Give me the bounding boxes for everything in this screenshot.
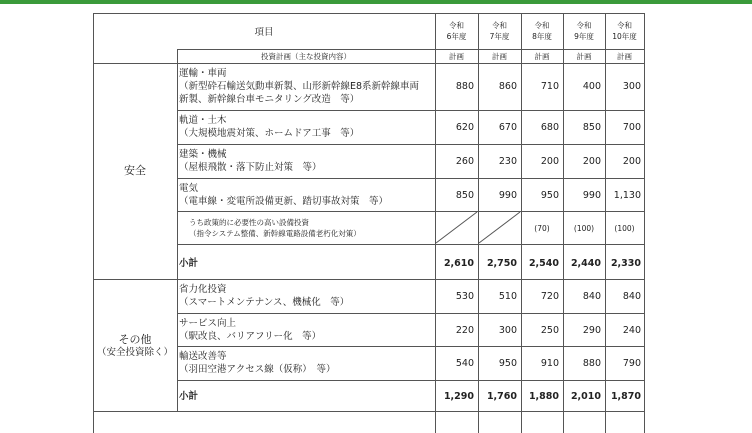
investment-plan-table xyxy=(93,13,645,433)
value-cell: 200 xyxy=(540,156,559,167)
row-label-track-civil: 軌道・土木 （大規模地震対策、ホームドア工事 等） xyxy=(179,115,360,139)
value-cell: 710 xyxy=(540,81,559,92)
grid-line xyxy=(177,110,645,111)
value-cell: 540 xyxy=(455,358,474,369)
value-cell: 990 xyxy=(582,190,601,201)
grid-line xyxy=(177,211,645,212)
value-cell: 200 xyxy=(622,156,641,167)
row-label-electrical: 電気 （電車線・変電所設備更新、踏切事故対策 等） xyxy=(179,183,389,207)
value-cell: 950 xyxy=(540,190,559,201)
grid-line xyxy=(177,313,645,314)
year-header-r8: 令和 8年度 xyxy=(532,21,552,41)
value-cell: 850 xyxy=(582,122,601,133)
value-cell: 200 xyxy=(582,156,601,167)
value-cell: 220 xyxy=(455,325,474,336)
plan-label: 計画 xyxy=(617,52,632,61)
group-label-other: その他 （安全投資除く） xyxy=(96,333,173,358)
value-cell: 880 xyxy=(455,81,474,92)
year-header-r9: 令和 9年度 xyxy=(574,21,594,41)
plan-label: 計画 xyxy=(534,52,550,61)
row-label-transport-improvement: 輸送改善等 （羽田空港アクセス線（仮称） 等） xyxy=(179,351,336,375)
value-cell: 680 xyxy=(540,122,559,133)
plan-label: 計画 xyxy=(576,52,592,61)
row-label-service-improvement: サービス向上 （駅改良、バリアフリー化 等） xyxy=(179,318,322,342)
empty-cell-diagonals xyxy=(435,211,521,244)
value-cell: 720 xyxy=(540,291,559,302)
subtotal-label-other: 小計 xyxy=(179,391,199,402)
subtotal-cell: 1,290 xyxy=(443,391,474,402)
value-cell: 910 xyxy=(540,358,559,369)
subtotal-cell: 2,610 xyxy=(443,258,474,269)
value-cell: (100) xyxy=(573,224,595,233)
value-cell: 840 xyxy=(582,291,601,302)
subtotal-label-safety: 小計 xyxy=(179,258,199,269)
value-cell: 260 xyxy=(455,156,474,167)
year-header-r7: 令和 7年度 xyxy=(489,21,510,41)
row-label-building-machinery: 建築・機械 （屋根飛散・落下防止対策 等） xyxy=(179,149,322,173)
subtotal-cell: 1,880 xyxy=(528,391,559,402)
grid-line xyxy=(177,244,645,245)
row-label-transport-vehicles: 運輸・車両 （新型砕石輸送気動車新製、山形新幹線E8系新幹線車両 新製、新幹線台車モニタリング改造 等） xyxy=(179,68,420,105)
value-cell: 300 xyxy=(498,325,517,336)
value-cell: 530 xyxy=(455,291,474,302)
header-subheader: 投資計画（主な投資内容） xyxy=(261,52,351,61)
value-cell: 880 xyxy=(582,358,601,369)
grid-line xyxy=(177,380,645,381)
plan-label: 計画 xyxy=(449,52,464,61)
value-cell: (70) xyxy=(534,224,550,233)
grid-line xyxy=(177,144,645,145)
value-cell: 850 xyxy=(455,190,474,201)
value-cell: 250 xyxy=(540,325,559,336)
value-cell: 860 xyxy=(498,81,517,92)
value-cell: 990 xyxy=(498,190,517,201)
value-cell: 1,130 xyxy=(613,190,641,201)
grid-line xyxy=(644,13,645,433)
value-cell: 400 xyxy=(582,81,601,92)
plan-label: 計画 xyxy=(492,52,507,61)
value-cell: 700 xyxy=(622,122,641,133)
grid-line xyxy=(177,346,645,347)
row-label-labor-saving: 省力化投資 （スマートメンテナンス、機械化 等） xyxy=(179,284,350,308)
group-label-safety: 安全 xyxy=(124,164,146,177)
grid-line xyxy=(177,49,178,411)
grid-line xyxy=(177,178,645,179)
subtotal-cell: 2,440 xyxy=(570,258,601,269)
top-accent-bar xyxy=(0,0,752,4)
header-item-label: 項目 xyxy=(254,27,274,38)
grid-line xyxy=(93,13,94,433)
grid-line xyxy=(177,49,645,50)
subtotal-cell: 2,330 xyxy=(610,258,641,269)
subtotal-cell: 1,760 xyxy=(486,391,517,402)
subtotal-cell: 2,540 xyxy=(528,258,559,269)
value-cell: 290 xyxy=(582,325,601,336)
value-cell: 620 xyxy=(455,122,474,133)
value-cell: (100) xyxy=(614,224,635,233)
row-label-policy-investment: うち政策的に必要性の高い設備投資 （指令システム整備、新幹線電路設備老朽化対策） xyxy=(189,218,361,238)
value-cell: 240 xyxy=(622,325,641,336)
subtotal-cell: 2,010 xyxy=(570,391,601,402)
value-cell: 230 xyxy=(498,156,517,167)
value-cell: 840 xyxy=(622,291,641,302)
year-header-r6: 令和 6年度 xyxy=(446,21,467,41)
value-cell: 510 xyxy=(498,291,517,302)
year-header-r10: 令和 10年度 xyxy=(612,21,637,41)
value-cell: 670 xyxy=(498,122,517,133)
value-cell: 300 xyxy=(622,81,641,92)
value-cell: 950 xyxy=(498,358,517,369)
subtotal-cell: 1,870 xyxy=(610,391,641,402)
subtotal-cell: 2,750 xyxy=(486,258,517,269)
value-cell: 790 xyxy=(622,358,641,369)
